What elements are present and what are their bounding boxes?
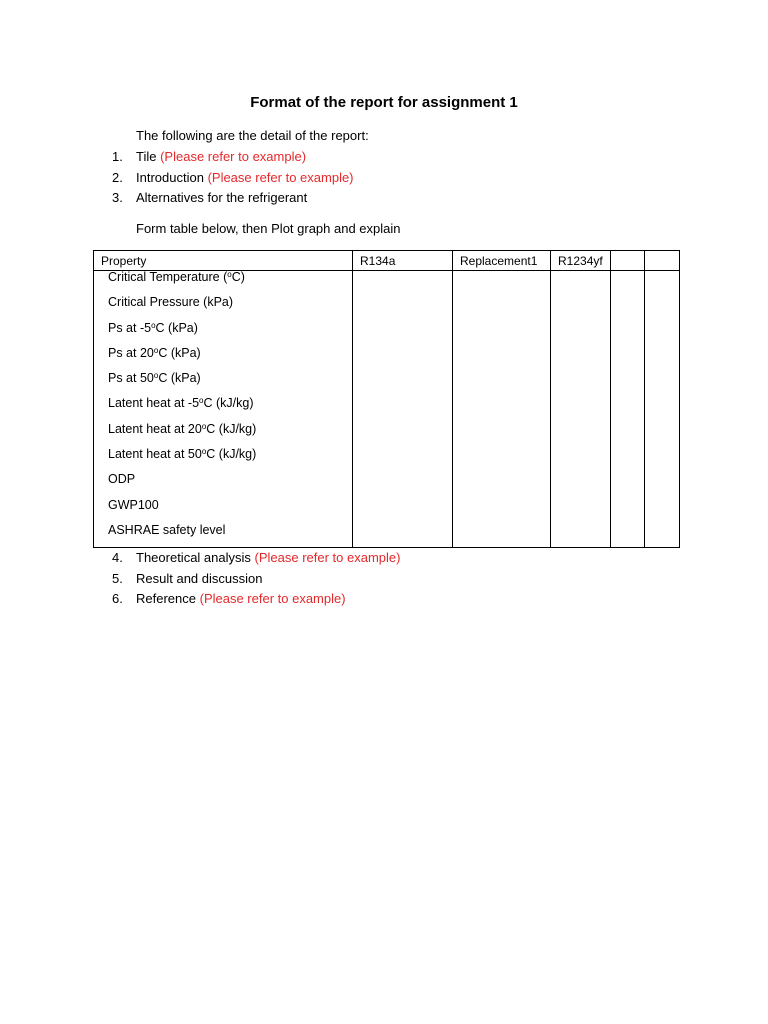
table-row bbox=[94, 290, 352, 315]
property-cell bbox=[94, 271, 353, 548]
column-header-replacement1: Replacement1 bbox=[453, 251, 551, 271]
property-text: Ps at 20 bbox=[108, 345, 154, 360]
property-text: Latent heat at 50 bbox=[108, 447, 202, 462]
list-item-text: Alternatives for the refrigerant bbox=[136, 190, 308, 205]
degree-superscript: o bbox=[201, 421, 207, 431]
table-row bbox=[94, 341, 352, 366]
table-row bbox=[94, 366, 352, 391]
table-row bbox=[94, 265, 352, 290]
column-header-property: Property bbox=[94, 251, 353, 271]
property-text-suffix: C) bbox=[231, 270, 245, 284]
property-table bbox=[93, 250, 680, 548]
empty-value-cell bbox=[645, 271, 680, 548]
list-item-number: 5. bbox=[112, 570, 123, 586]
property-text-suffix: C (kPa) bbox=[158, 371, 201, 386]
list-item-note: (Please refer to example) bbox=[207, 169, 354, 185]
list-item-note: (Please refer to example) bbox=[199, 591, 346, 606]
table-row bbox=[94, 417, 352, 442]
list-item-number: 4. bbox=[112, 550, 123, 565]
intro-text: The following are the detail of the report: bbox=[136, 128, 369, 143]
table-row bbox=[94, 467, 352, 492]
replacement1-value-cell bbox=[453, 271, 551, 548]
property-text: Critical Pressure (kPa) bbox=[108, 295, 234, 310]
degree-superscript: o bbox=[199, 396, 204, 406]
column-header-empty bbox=[611, 251, 645, 271]
table-row bbox=[94, 316, 352, 341]
degree-superscript: o bbox=[227, 270, 232, 279]
property-text-suffix: C (kJ/kg) bbox=[203, 396, 254, 411]
table-body-row bbox=[94, 271, 680, 548]
property-text: Latent heat at 20 bbox=[108, 421, 202, 436]
list-item-note: (Please refer to example) bbox=[160, 149, 307, 164]
list-item-note: (Please refer to example) bbox=[254, 550, 401, 565]
list-item bbox=[112, 188, 354, 209]
instruction-text: Form table below, then Plot graph and explain bbox=[136, 221, 401, 236]
property-text: Ps at 50 bbox=[108, 371, 154, 386]
report-sections-list-top bbox=[112, 147, 354, 209]
column-header-r134a: R134a bbox=[353, 251, 453, 271]
list-item bbox=[112, 168, 354, 189]
list-item-text: Theoretical analysis bbox=[136, 550, 251, 565]
list-item-number: 6. bbox=[112, 591, 123, 606]
property-text: Latent heat at -5 bbox=[108, 396, 200, 411]
list-item-number: 1. bbox=[112, 149, 123, 164]
property-text: Ps at -5 bbox=[108, 320, 152, 335]
column-header-empty bbox=[645, 251, 680, 271]
column-header-r1234yf: R1234yf bbox=[551, 251, 611, 271]
list-item bbox=[112, 147, 354, 168]
property-text-suffix: C (kJ/kg) bbox=[206, 421, 257, 436]
property-text: ASHRAE safety level bbox=[108, 522, 226, 537]
list-item-text: Result and discussion bbox=[136, 570, 263, 586]
list-item-text: Reference bbox=[136, 591, 196, 606]
list-item bbox=[112, 589, 400, 610]
list-item bbox=[112, 548, 400, 569]
property-text: ODP bbox=[108, 472, 136, 487]
list-item-text: Introduction bbox=[136, 169, 204, 185]
table-row bbox=[94, 518, 352, 543]
property-text-suffix: C (kPa) bbox=[158, 345, 201, 360]
r1234yf-value-cell bbox=[551, 271, 611, 548]
degree-superscript: o bbox=[151, 320, 156, 330]
list-item-number: 3. bbox=[112, 190, 123, 205]
r134a-value-cell bbox=[353, 271, 453, 548]
table-row bbox=[94, 442, 352, 467]
degree-superscript: o bbox=[153, 371, 159, 381]
property-text-suffix: C (kPa) bbox=[155, 320, 198, 335]
report-title: Format of the report for assignment 1 bbox=[250, 94, 518, 111]
list-item bbox=[112, 569, 400, 590]
list-item-text: Tile bbox=[136, 149, 157, 164]
degree-superscript: o bbox=[201, 447, 207, 457]
property-list bbox=[94, 265, 352, 547]
degree-superscript: o bbox=[153, 345, 159, 355]
property-text: Critical Temperature ( bbox=[108, 270, 228, 284]
list-item-number: 2. bbox=[112, 169, 123, 185]
property-text-suffix: C (kJ/kg) bbox=[206, 447, 257, 462]
empty-value-cell bbox=[611, 271, 645, 548]
property-text: GWP100 bbox=[108, 497, 159, 512]
table-row bbox=[94, 391, 352, 416]
report-sections-list-bottom bbox=[112, 548, 400, 610]
table-row bbox=[94, 493, 352, 518]
